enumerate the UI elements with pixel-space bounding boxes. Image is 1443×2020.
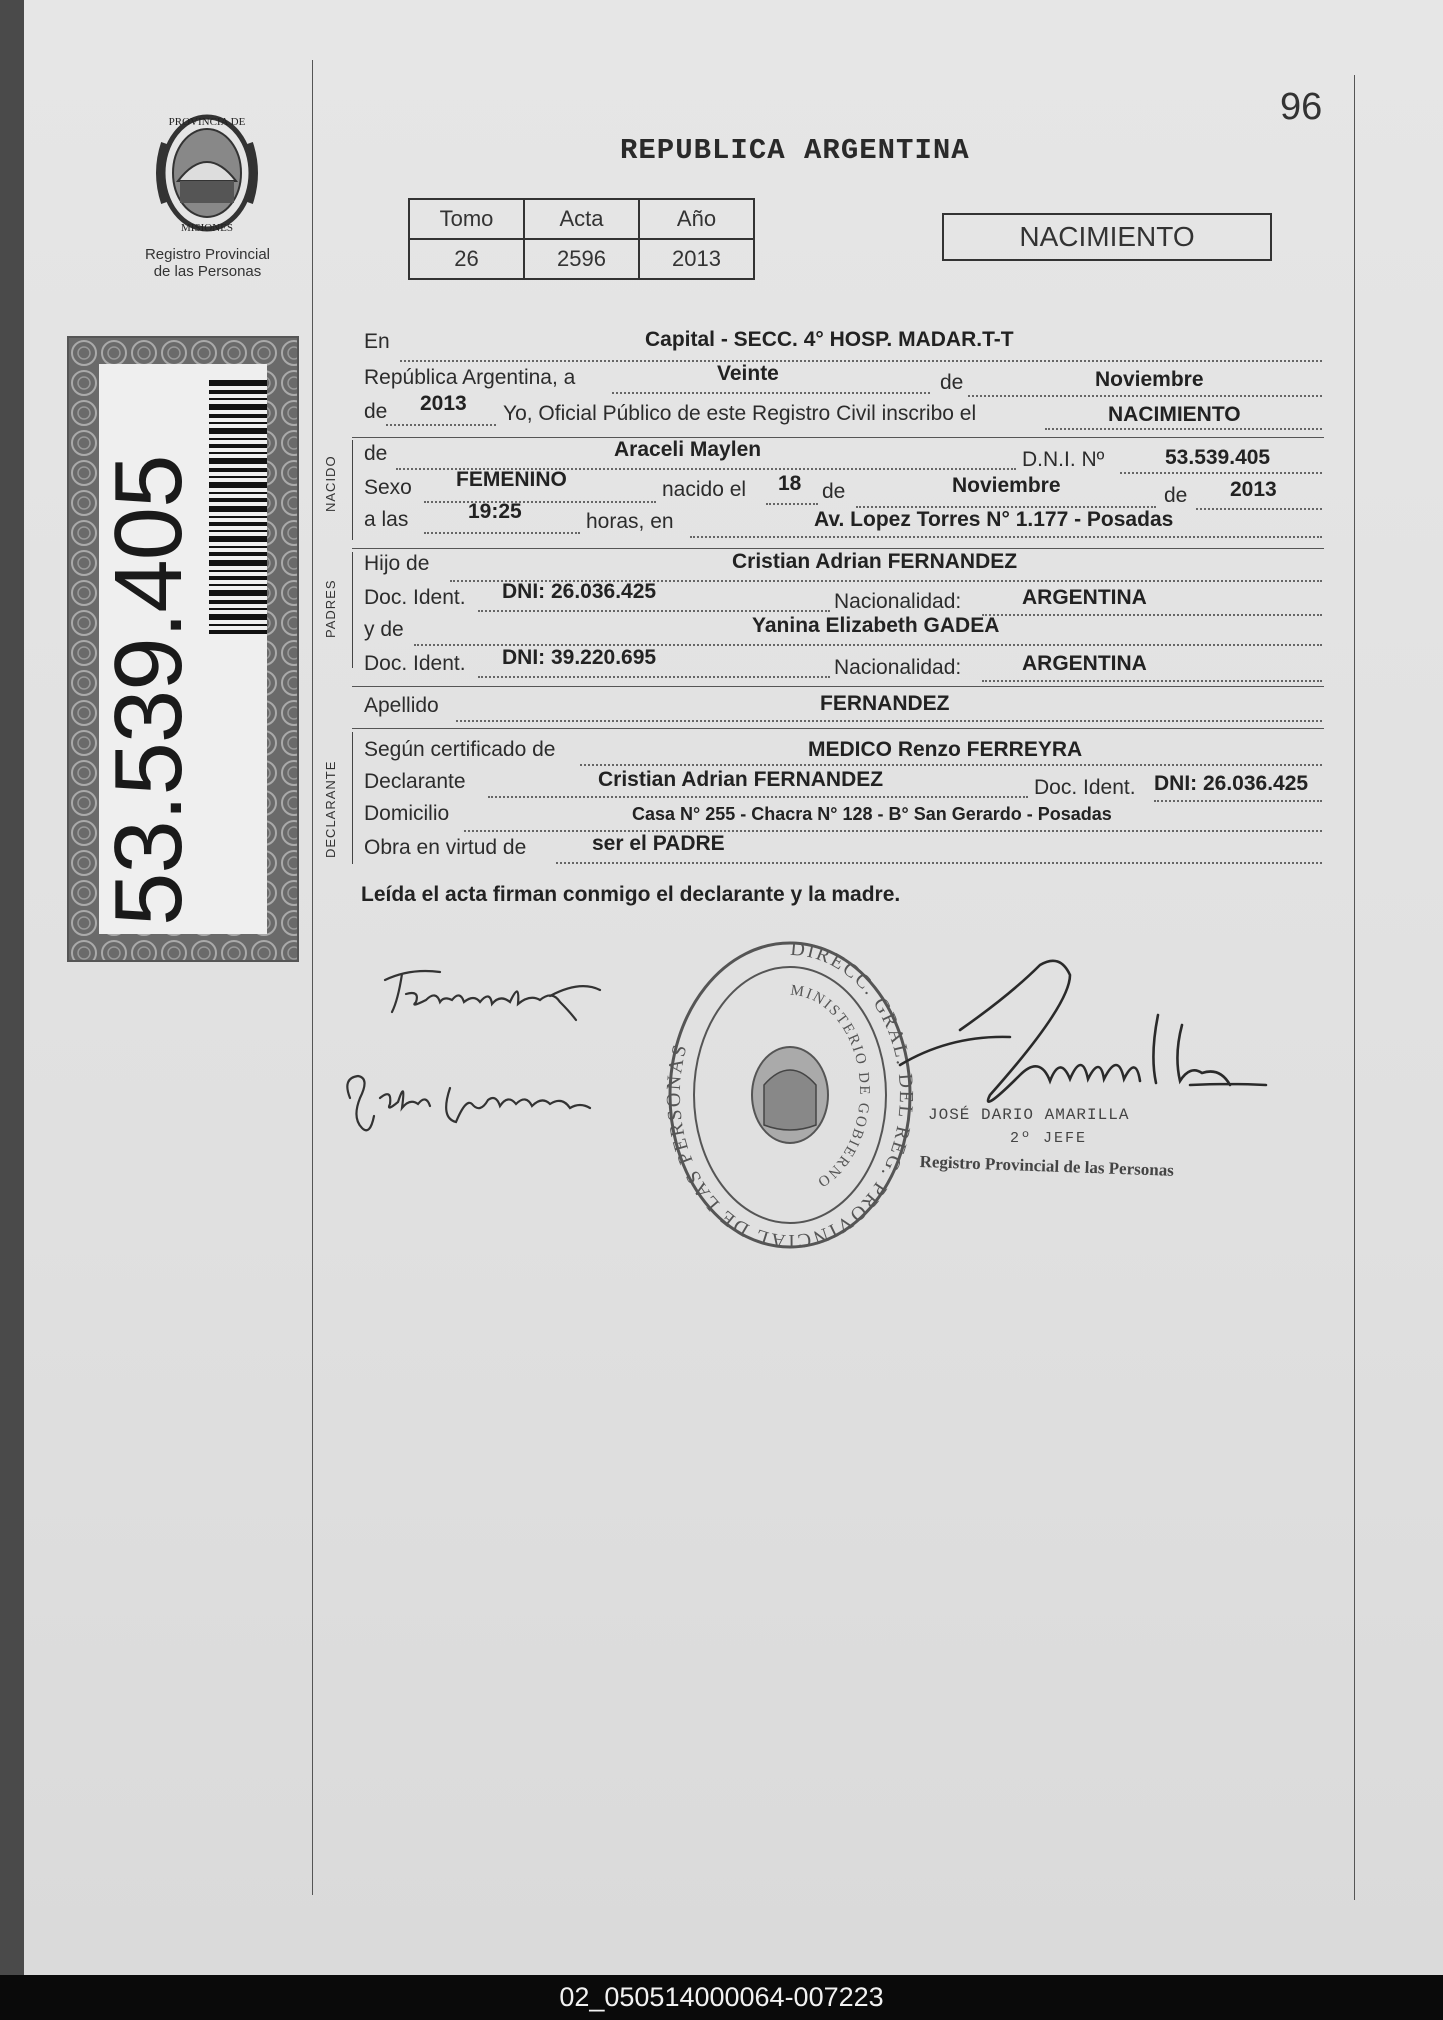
nacido-label: nacido el xyxy=(662,478,747,501)
certificate-label: Según certificado de xyxy=(364,738,556,761)
declarant-domicile: Casa N° 255 - Chacra N° 128 - B° San Gerardo - Posadas xyxy=(632,804,1112,824)
official-stamp xyxy=(660,935,920,1255)
section-divider xyxy=(352,728,1324,729)
dotted-line xyxy=(690,536,1322,538)
record-table-header: Tomo xyxy=(409,199,524,239)
section-label-padres: PADRES xyxy=(323,579,338,638)
record-table-header: Acta xyxy=(524,199,639,239)
birth-year: 2013 xyxy=(1230,478,1277,501)
declarant-capacity: ser el PADRE xyxy=(592,832,725,855)
right-margin-line xyxy=(1354,75,1355,1900)
y-de-label: y de xyxy=(364,618,404,641)
dotted-line xyxy=(424,532,580,534)
father-nationality: ARGENTINA xyxy=(1022,586,1147,609)
father-doc: DNI: 26.036.425 xyxy=(502,580,657,603)
registration-month: Noviembre xyxy=(1095,368,1204,391)
mother-nationality: ARGENTINA xyxy=(1022,652,1147,675)
page-number: 96 xyxy=(1280,86,1323,128)
logo-text-top: PROVINCIA DE xyxy=(168,116,246,128)
surname: FERNANDEZ xyxy=(820,692,950,715)
section-divider xyxy=(352,686,1324,687)
record-number-table xyxy=(408,198,755,280)
dotted-line xyxy=(488,796,1028,798)
stamp-inner-textpath: MINISTERIO DE GOBIERNO xyxy=(789,982,872,1191)
dni-vertical-block xyxy=(95,364,267,934)
dotted-line xyxy=(456,720,1322,722)
en-label: En xyxy=(364,330,390,353)
dotted-line xyxy=(982,680,1322,682)
record-table-value: 26 xyxy=(409,239,524,279)
birth-address: Av. Lopez Torres N° 1.177 - Posadas xyxy=(814,508,1174,531)
mother-name: Yanina Elizabeth GADEA xyxy=(752,614,1000,637)
record-type-box: NACIMIENTO xyxy=(942,213,1272,261)
mother-signature xyxy=(340,1058,600,1138)
section-bar xyxy=(352,440,353,540)
declarant-name: Cristian Adrian FERNANDEZ xyxy=(598,768,884,791)
dotted-line xyxy=(1154,800,1322,802)
dotted-line xyxy=(1196,508,1322,510)
dotted-line xyxy=(766,503,818,505)
record-table-header: Año xyxy=(639,199,754,239)
domicilio-label: Domicilio xyxy=(364,802,450,825)
dni-band-inner xyxy=(95,364,267,934)
child-name: Araceli Maylen xyxy=(614,438,762,461)
record-table-header-row xyxy=(409,199,754,239)
dni-label: D.N.I. Nº xyxy=(1022,448,1105,471)
dotted-line xyxy=(612,392,930,394)
doc-ident-label: Doc. Ident. xyxy=(1034,776,1136,799)
section-divider xyxy=(352,548,1324,549)
obra-label: Obra en virtud de xyxy=(364,836,527,859)
official-role: 2º JEFE xyxy=(1010,1130,1088,1147)
section-divider xyxy=(352,437,1324,438)
registration-year: 2013 xyxy=(420,392,467,415)
record-table-value: 2596 xyxy=(524,239,639,279)
a-las-label: a las xyxy=(364,508,409,531)
republic-label: República Argentina, a xyxy=(364,366,576,389)
dotted-line xyxy=(424,501,656,503)
de-label: de xyxy=(822,480,846,503)
section-bar xyxy=(352,732,353,864)
dotted-line xyxy=(580,764,1322,766)
declarant-doc: DNI: 26.036.425 xyxy=(1154,772,1309,795)
scan-file-id: 02_050514000064-007223 xyxy=(0,1975,1443,2020)
record-table-value: 2013 xyxy=(639,239,754,279)
official-name: JOSÉ DARIO AMARILLA xyxy=(928,1106,1130,1124)
declarant-signature xyxy=(380,960,610,1030)
province-seal-icon xyxy=(150,103,265,243)
scan-edge xyxy=(0,0,24,1975)
declarante-label: Declarante xyxy=(364,770,466,793)
official-text: Yo, Oficial Público de este Registro Civil inscribo el xyxy=(503,402,977,425)
dotted-line xyxy=(400,360,1322,362)
closing-statement: Leída el acta firman conmigo el declarante y la madre. xyxy=(361,883,901,906)
birth-time: 19:25 xyxy=(468,500,522,523)
nationality-label: Nacionalidad: xyxy=(834,656,962,679)
doc-ident-label: Doc. Ident. xyxy=(364,652,466,675)
dotted-line xyxy=(556,862,1322,864)
child-dni: 53.539.405 xyxy=(1165,446,1271,469)
sexo-label: Sexo xyxy=(364,476,412,499)
dotted-line xyxy=(982,614,1322,616)
hijo-label: Hijo de xyxy=(364,552,430,575)
horas-label: horas, en xyxy=(586,510,674,533)
registered-event: NACIMIENTO xyxy=(1108,403,1241,426)
country-title: REPUBLICA ARGENTINA xyxy=(620,134,970,167)
dotted-line xyxy=(1120,472,1322,474)
dotted-line xyxy=(968,395,1322,397)
dotted-line xyxy=(386,424,496,426)
official-registry: Registro Provincial de las Personas xyxy=(919,1152,1175,1180)
nationality-label: Nacionalidad: xyxy=(834,590,962,613)
de-label: de xyxy=(364,400,388,423)
dni-side-band xyxy=(67,336,299,962)
registry-name-line1: Registro Provincial xyxy=(144,246,271,263)
de-label: de xyxy=(1164,484,1188,507)
registry-name xyxy=(120,246,295,280)
birth-day: 18 xyxy=(778,472,802,495)
mother-doc: DNI: 39.220.695 xyxy=(502,646,657,669)
father-name: Cristian Adrian FERNANDEZ xyxy=(732,550,1018,573)
section-label-declarante: DECLARANTE xyxy=(323,760,338,858)
dotted-line xyxy=(478,610,830,612)
birth-month: Noviembre xyxy=(952,474,1061,497)
registry-name-line2: de las Personas xyxy=(153,263,262,280)
record-table-value-row xyxy=(409,239,754,279)
left-margin-line xyxy=(312,60,313,1895)
barcode-icon xyxy=(209,376,267,634)
de-label: de xyxy=(364,442,388,465)
apellido-label: Apellido xyxy=(364,694,439,717)
dotted-line xyxy=(1045,428,1322,430)
certificate-issuer: MEDICO Renzo FERREYRA xyxy=(808,738,1083,761)
de-label: de xyxy=(940,371,964,394)
doc-ident-label: Doc. Ident. xyxy=(364,586,466,609)
section-label-nacido: NACIDO xyxy=(323,455,338,512)
child-sex: FEMENINO xyxy=(456,468,567,491)
registration-day: Veinte xyxy=(717,362,779,385)
stamp-outer-textpath: DIRECC. GRAL. DEL REG. PROVINCIAL DE LAS PERSONAS xyxy=(662,937,918,1253)
dotted-line xyxy=(478,676,830,678)
dni-vertical-number: 53.539.405 xyxy=(95,455,202,926)
registry-place: Capital - SECC. 4° HOSP. MADAR.T-T xyxy=(645,328,1014,351)
logo-text-bottom: MISIONES xyxy=(181,222,233,234)
section-bar xyxy=(352,552,353,668)
